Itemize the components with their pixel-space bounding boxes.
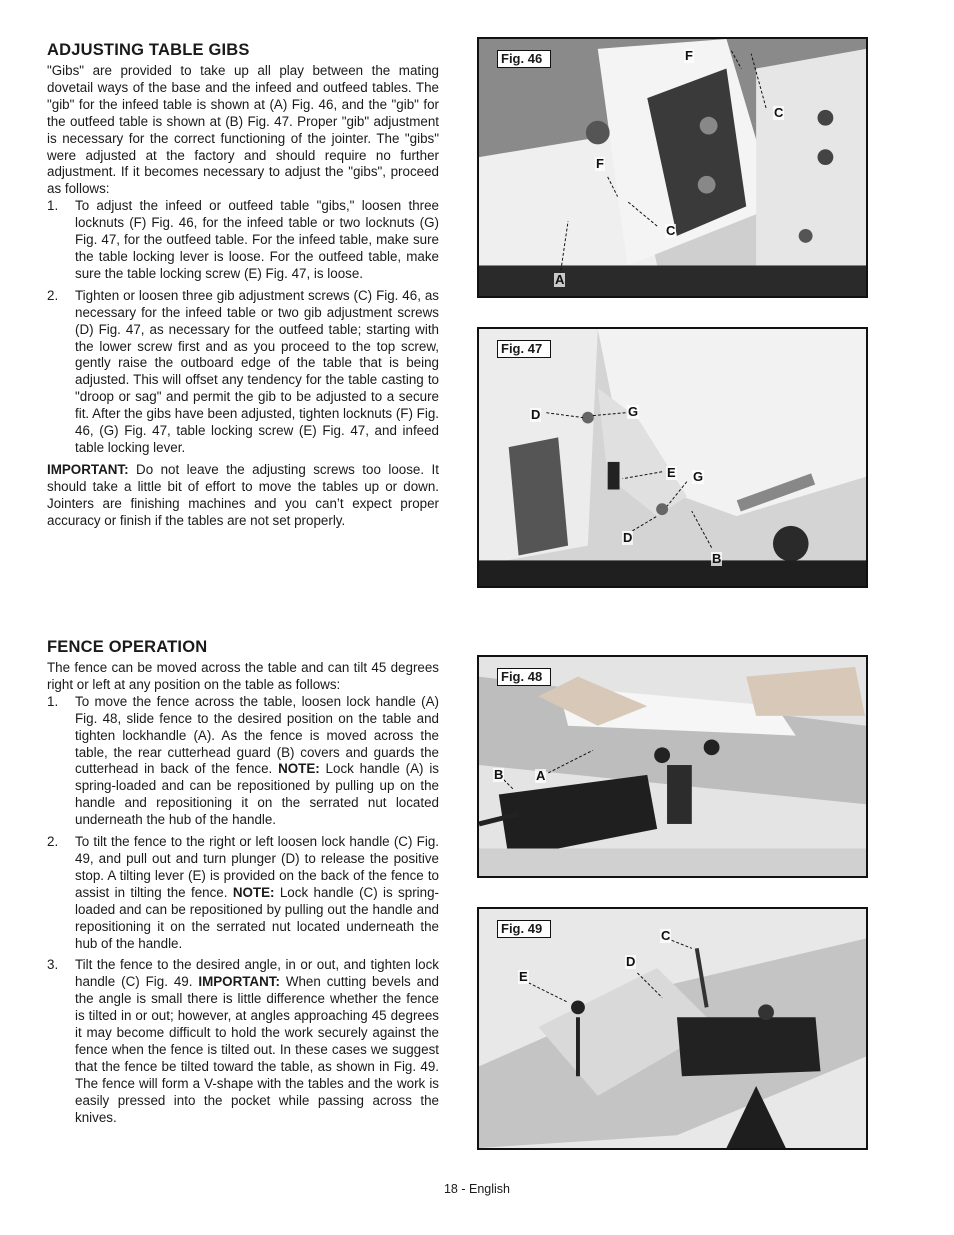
gibs-step-1: 1. To adjust the infeed or outfeed table "gibs," loosen three locknuts (F) Fig. 46, for the infeed table or two locknuts (G) Fig. 47, for the outfeed table. For the infeed table, make sure the table locking lever is loose. For the outfeed table, make sure the table locking screw (E) Fig. 47, is loose. <box>47 198 439 281</box>
fig-47-callout-d-bottom: D <box>623 530 633 545</box>
fig-48-label: Fig. 48 <box>497 668 551 686</box>
fig-48-photo <box>477 655 868 878</box>
gibs-step-2: 2. Tighten or loosen three gib adjustment screws (C) Fig. 46, as necessary for the infeed table or two gib adjustment screws (D) Fig. 47, as necessary for the outfeed table; starting with the lower screw first and as you proceed to the top screw, gently raise the outboard edge of the table that is being adjusted. This will offset any tendency for the table casting to "droop or sag" and permit the gib to be adjusted to a secure fit. After the gibs have been adjusted, tighten locknuts (F) Fig. 46, (G) Fig. 47, table locking screw (E) Fig. 47, and infeed table locking lever. <box>47 287 439 455</box>
fig-46-callout-f-mid: F <box>596 156 604 171</box>
fig-46-photo <box>477 37 868 298</box>
gibs-steps <box>47 198 439 457</box>
fig-48-callout-a: A <box>536 768 546 783</box>
fig-49-callout-e: E <box>519 969 528 984</box>
fig-46-callout-c-top: C <box>774 105 784 120</box>
fig-47-illustration <box>479 329 866 586</box>
fence-intro: The fence can be moved across the table and can tilt 45 degrees right or left at any position on the table as follows: <box>47 660 439 692</box>
gibs-section <box>47 40 439 529</box>
fence-step-1: 1. To move the fence across the table, loosen lock handle (A) Fig. 48, slide fence to the desired position on the table and tighten lockhandle (A). As the fence is moved across the table, the rear cutterhead guard (B) covers and guards the cutterhead in back of the fence. NOTE: Lock handle (A) is spring-loaded and can be repositioned by pulling up on the handle and repositioning it on the serrated nut located underneath the hub of the handle. <box>47 693 439 828</box>
fig-46-callout-a: A <box>555 272 565 287</box>
fig-46-callout-c-mid: C <box>666 223 676 238</box>
fig-47-label: Fig. 47 <box>497 340 551 358</box>
fig-49-callout-c: C <box>661 928 671 943</box>
fig-47-callout-d-top: D <box>531 407 541 422</box>
fence-step-3: 3. Tilt the fence to the desired angle, in or out, and tighten lock handle (C) Fig. 49. IMPORTANT: When cutting bevels and the angle is small there is little difference whether the fence is tilted in or out; however, at angles approaching 45 degrees it may become difficult to hold the work securely against the fence when the fence is tilted out. In these cases we suggest that the fence be tilted toward the table, as shown in Fig. 49. The fence will form a V-shape with the tables and the work is easily pressed into the pocket while passing across the knives. <box>47 957 439 1125</box>
fence-heading: FENCE OPERATION <box>47 638 208 656</box>
fig-49-illustration <box>479 909 866 1148</box>
fig-46-illustration <box>479 39 866 296</box>
fig-47-photo <box>477 327 868 588</box>
fence-step-2: 2. To tilt the fence to the right or left loosen lock handle (C) Fig. 49, and pull out and turn plunger (D) to release the positive stop. A tilting lever (E) is provided on the back of the fence to assist in tilting the fence. NOTE: Lock handle (C) is spring-loaded and can be repositioned by pulling out the handle and repositioning it on the serrated nut located underneath the hub of the handle. <box>47 834 439 951</box>
fig-47-callout-g-mid: G <box>693 469 704 484</box>
fig-49-photo <box>477 907 868 1150</box>
fence-steps <box>47 694 439 1127</box>
fig-47-callout-e: E <box>667 465 676 480</box>
fig-49-label: Fig. 49 <box>497 920 551 938</box>
fig-47-callout-g-top: G <box>628 404 639 419</box>
fig-46-callout-f-top: F <box>685 48 693 63</box>
gibs-heading: ADJUSTING TABLE GIBS <box>47 41 250 59</box>
fig-48-callout-b: B <box>494 767 504 782</box>
fig-47-callout-b: B <box>712 551 722 566</box>
fence-section <box>47 637 439 1126</box>
fig-49-callout-d: D <box>626 954 636 969</box>
fig-46-label: Fig. 46 <box>497 50 551 68</box>
page-footer: 18 - English <box>443 1182 510 1196</box>
fig-48-illustration <box>479 657 866 876</box>
gibs-intro: "Gibs" are provided to take up all play between the mating dovetail ways of the base and the infeed and outfeed tables. The "gib" for the infeed table is shown at (A) Fig. 46, and the "gib" for the outfeed table is shown at (B) Fig. 47. Proper "gib" adjustment is necessary for the correct functioning of the jointer. The "gibs" were adjusted at the factory and should require no further adjustment. If it becomes necessary to adjust the "gibs", proceed as follows: <box>47 63 439 197</box>
gibs-important: IMPORTANT: Do not leave the adjusting screws too loose. It should take a little bit of effort to move the tables up or down. Jointers are finishing machines and you can’t expect proper accuracy or finish if the tables are not set properly. <box>47 461 439 528</box>
